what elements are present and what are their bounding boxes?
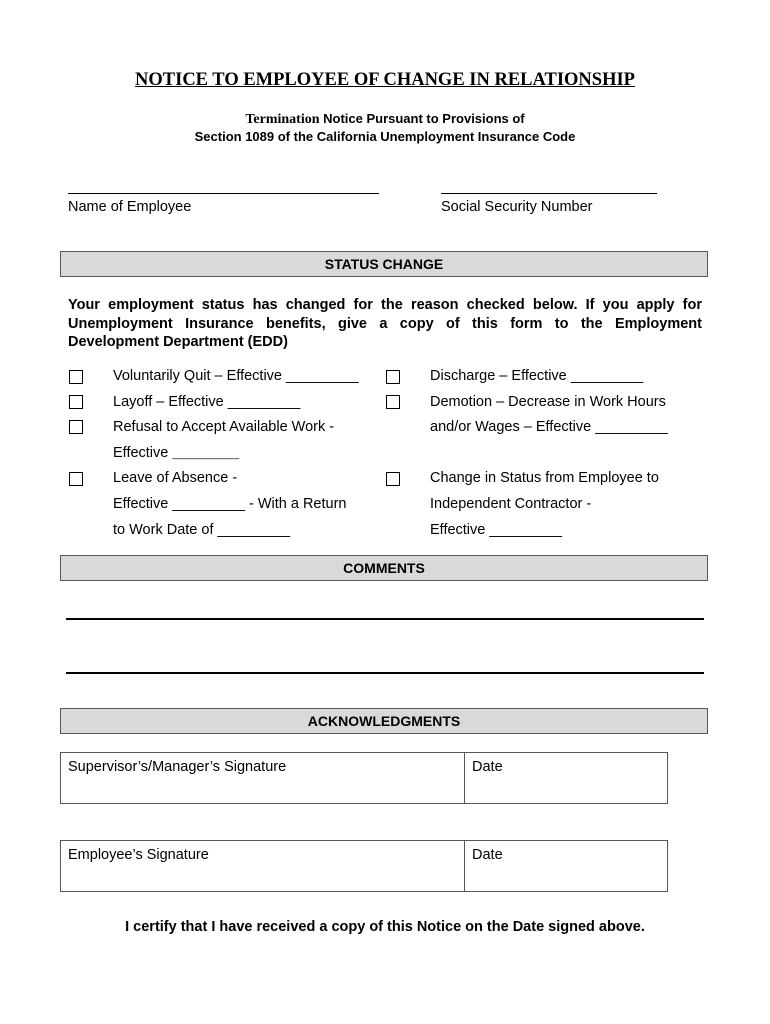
supervisor-date-label: Date: [472, 759, 503, 775]
option-contractor-line-2: Independent Contractor -: [430, 496, 592, 512]
certification-statement: I certify that I have received a copy of this Notice on the Date signed above.: [125, 919, 645, 935]
option-discharge: Discharge – Effective _________: [430, 368, 644, 384]
form-title: [0, 70, 770, 91]
supervisor-signature-box: [60, 752, 668, 804]
supervisor-signature-field[interactable]: [61, 753, 465, 803]
option-layoff: Layoff – Effective _________: [113, 394, 301, 410]
option-contractor-line-3: Effective _________: [430, 522, 562, 538]
status-change-header: STATUS CHANGE: [60, 251, 708, 277]
subtitle-line-2: Section 1089 of the California Unemployment Insurance Code: [194, 129, 576, 144]
form-title-text: NOTICE TO EMPLOYEE OF CHANGE IN RELATIONSHIP: [135, 70, 635, 90]
supervisor-signature-label: Supervisor’s/Manager’s Signature: [68, 759, 287, 775]
checkbox-leave-of-absence[interactable]: [69, 472, 83, 486]
option-refusal-line-2: [113, 445, 239, 461]
acknowledgments-header: ACKNOWLEDGMENTS: [60, 708, 708, 734]
option-leave-line-1: Leave of Absence -: [113, 470, 238, 486]
option-contractor-line-1: Change in Status from Employee to: [430, 470, 659, 486]
checkbox-voluntarily-quit[interactable]: [69, 370, 83, 384]
employee-name-field[interactable]: [68, 193, 379, 194]
comments-line-1[interactable]: [66, 618, 704, 620]
status-change-instructions: Your employment status has changed for the reason checked below. If you apply for Unemployment Insurance benefits, give a copy of this form to the Employment Development Department (EDD): [68, 297, 702, 350]
ssn-field[interactable]: [441, 193, 657, 194]
employee-date-field[interactable]: [465, 841, 667, 891]
checkbox-demotion[interactable]: [386, 395, 400, 409]
option-voluntarily-quit: Voluntarily Quit – Effective _________: [113, 368, 359, 384]
employee-signature-label: Employee’s Signature: [68, 847, 209, 863]
ssn-label: Social Security Number: [441, 199, 593, 215]
supervisor-date-field[interactable]: [465, 753, 667, 803]
option-demotion-line-1: Demotion – Decrease in Work Hours: [430, 394, 666, 410]
subtitle-line-1: [0, 111, 770, 128]
checkbox-layoff[interactable]: [69, 395, 83, 409]
checkbox-refusal-of-work[interactable]: [69, 420, 83, 434]
subtitle-termination-word: Termination: [245, 112, 320, 127]
comments-line-2[interactable]: [66, 672, 704, 674]
option-refusal-line-1: Refusal to Accept Available Work -: [113, 419, 335, 435]
subtitle-line-1-rest: Notice Pursuant to Provisions of: [319, 111, 525, 126]
option-demotion-line-2: and/or Wages – Effective _________: [430, 419, 668, 435]
option-leave-line-2: Effective _________ - With a Return: [113, 496, 347, 512]
employee-signature-box: [60, 840, 668, 892]
checkbox-discharge[interactable]: [386, 370, 400, 384]
employee-name-label: Name of Employee: [68, 199, 192, 215]
option-leave-line-3: to Work Date of _________: [113, 522, 291, 538]
employee-date-label: Date: [472, 847, 503, 863]
checkbox-contractor-status[interactable]: [386, 472, 400, 486]
option-refusal-blank: ____________: [172, 449, 240, 460]
option-refusal-effective: Effective: [113, 445, 169, 461]
comments-header: COMMENTS: [60, 555, 708, 581]
employee-signature-field[interactable]: [61, 841, 465, 891]
